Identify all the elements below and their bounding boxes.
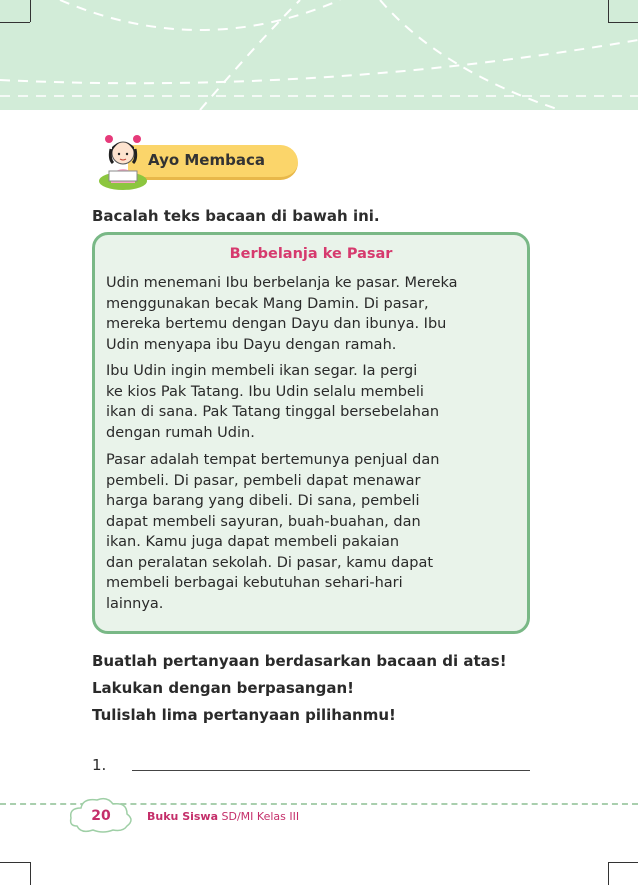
header-decoration — [0, 0, 638, 120]
footer-book-bold: Buku Siswa — [147, 810, 219, 823]
text-line: menggunakan becak Mang Damin. Di pasar, — [106, 295, 429, 312]
answer-line[interactable] — [132, 770, 530, 771]
crop-mark — [0, 22, 30, 23]
crop-mark — [608, 0, 609, 22]
task-3: Tulislah lima pertanyaan pilihanmu! — [92, 706, 396, 724]
crop-mark — [608, 862, 609, 885]
crop-mark — [608, 862, 638, 863]
text-line: dapat membeli sayuran, buah-buahan, dan — [106, 513, 421, 530]
crop-mark — [30, 862, 31, 885]
section-badge-label: Ayo Membaca — [148, 151, 265, 169]
footer-book-title — [147, 810, 299, 823]
text-line: Udin menemani Ibu berbelanja ke pasar. Mereka — [106, 275, 458, 291]
text-line: Pasar adalah tempat bertemunya penjual dan — [106, 452, 440, 468]
question-number: 1. — [92, 756, 107, 774]
text-line: ikan di sana. Pak Tatang tinggal bersebelahan — [106, 404, 440, 420]
task-2: Lakukan dengan berpasangan! — [92, 679, 354, 697]
text-line: mereka bertemu dengan Dayu dan ibunya. Ibu — [106, 316, 447, 332]
text-line: dengan rumah Udin. — [106, 424, 255, 441]
reading-title: Berbelanja ke Pasar — [229, 246, 393, 262]
page-number: 20 — [91, 808, 111, 824]
text-line: membeli berbagai kebutuhan sehari-hari — [106, 575, 403, 591]
text-line: harga barang yang dibeli. Di sana, pembeli — [106, 493, 420, 509]
footer-book-rest: SD/MI Kelas III — [218, 810, 300, 823]
crop-mark — [30, 0, 31, 22]
text-line: ikan. Kamu juga dapat membeli pakaian — [106, 534, 400, 550]
task-1: Buatlah pertanyaan berdasarkan bacaan di atas! — [92, 652, 507, 670]
reading-paragraph-1 — [106, 273, 526, 355]
text-line: ke kios Pak Tatang. Ibu Udin selalu membeli — [106, 383, 424, 400]
text-line: Ibu Udin ingin membeli ikan segar. Ia pergi — [106, 363, 418, 379]
girl-reading-icon — [95, 125, 151, 193]
text-line: Udin menyapa ibu Dayu dengan ramah. — [106, 336, 397, 353]
text-line: lainnya. — [106, 595, 164, 612]
crop-mark — [608, 22, 638, 23]
instruction-text: Bacalah teks bacaan di bawah ini. — [92, 207, 380, 225]
text-line: pembeli. Di pasar, pembeli dapat menawar — [106, 472, 421, 489]
crop-mark — [0, 862, 30, 863]
text-line: dan peralatan sekolah. Di pasar, kamu dapat — [106, 554, 434, 571]
reading-paragraph-3 — [106, 450, 526, 614]
reading-paragraph-2 — [106, 361, 526, 443]
